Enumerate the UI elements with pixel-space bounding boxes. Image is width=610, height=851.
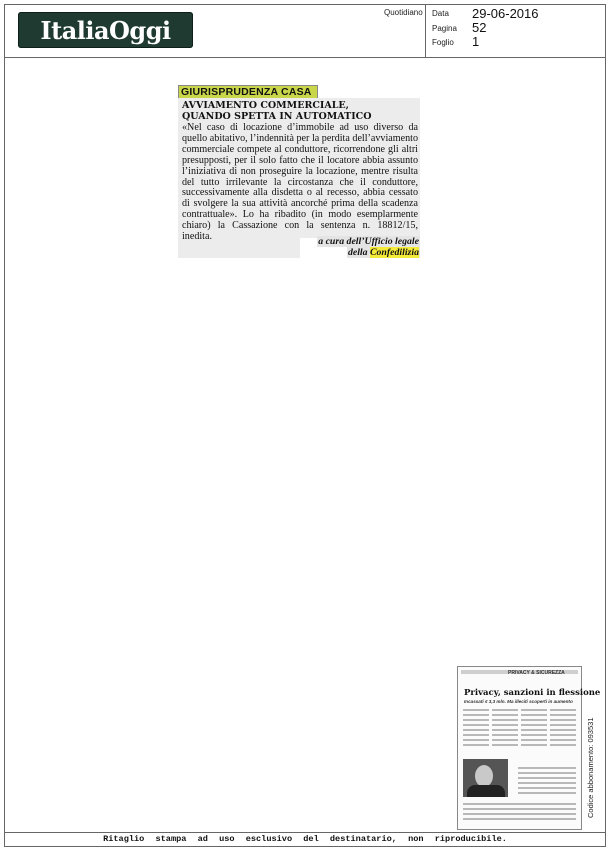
article-title [182, 101, 418, 122]
thumbnail-photo-body [467, 785, 505, 797]
thumbnail-text-line [492, 734, 518, 736]
thumbnail-text-line [463, 818, 576, 820]
thumbnail-photo [463, 759, 508, 797]
thumbnail-text-line [550, 734, 576, 736]
thumbnail-text-line [463, 719, 489, 721]
thumbnail-text-line [518, 777, 576, 779]
meta-divider [425, 4, 426, 57]
thumbnail-text-line [550, 739, 576, 741]
thumbnail-text-line [492, 724, 518, 726]
thumbnail-text-line [550, 724, 576, 726]
thumbnail-text-line [492, 709, 518, 711]
thumbnail-text-line [518, 782, 576, 784]
thumbnail-text-line [463, 808, 576, 810]
article-kicker-text: GIURISPRUDENZA CASA [181, 86, 312, 98]
thumbnail-kicker: PRIVACY & SICUREZZA [508, 670, 565, 676]
article-body: «Nel caso di locazione d’immobile ad uso diverso da quello abitativo, l’indennità per la perdita dell’avviamento commerciale compete al conduttore, ricorrendone gli altri presupposti, per il solo fatto che il locatore abbia assunto l’iniziativa di non proseguire la locazione, mentre risulta del tutto irrilevante la circostanza che il conduttore, successivamente alla disdetta o al recesso, abbia cessato di svolgere la sua attività ancorché prima della scadenza contrattuale». Lo ha ribadito (in modo esemplarmente chiaro) la Cassazione con la sentenza n. 18812/15, inedita. [182, 122, 418, 243]
thumbnail-text-line [463, 739, 489, 741]
thumbnail-headline: Privacy, sanzioni in flessione [464, 688, 601, 698]
thumbnail-text-line [463, 813, 576, 815]
foglio-value: 1 [472, 34, 480, 49]
thumbnail-text-line [463, 729, 489, 731]
thumbnail-text-line [550, 729, 576, 731]
data-value: 29-06-2016 [472, 6, 539, 21]
thumbnail-text-line [550, 709, 576, 711]
pagina-value: 52 [472, 20, 487, 35]
thumbnail-subhead: Incassati € 3,3 mln. Ma illeciti scoperti in aumento [464, 699, 573, 704]
thumbnail-text-line [550, 719, 576, 721]
thumbnail-text-line [521, 744, 547, 746]
article-signature [288, 236, 420, 258]
footer-divider [4, 832, 606, 833]
article-title-line2: QUANDO SPETTA IN AUTOMATICO [182, 110, 372, 122]
header-divider [4, 57, 606, 58]
signature-line1: a cura dell’Ufficio legale [318, 236, 419, 247]
thumbnail-text-line [521, 719, 547, 721]
pagina-label: Pagina [432, 24, 457, 33]
thumbnail-text-line [463, 734, 489, 736]
thumbnail-text-line [463, 724, 489, 726]
footer-notice: Ritaglio stampa ad uso esclusivo del destinatario, non riproducibile. [103, 834, 507, 844]
thumbnail-text-line [521, 734, 547, 736]
article-title-line1: AVVIAMENTO COMMERCIALE, [182, 100, 349, 111]
thumbnail-text-line [463, 709, 489, 711]
foglio-label: Foglio [432, 38, 454, 47]
thumbnail-text-line [463, 744, 489, 746]
publication-type: Quotidiano [384, 8, 423, 17]
thumbnail-text-line [518, 787, 576, 789]
thumbnail-text-line [463, 714, 489, 716]
masthead-logo-text: ItaliaOggi [40, 15, 171, 45]
thumbnail-text-line [521, 729, 547, 731]
thumbnail-text-line [521, 714, 547, 716]
thumbnail-text-line [550, 714, 576, 716]
thumbnail-text-line [518, 792, 576, 794]
thumbnail-text-line [463, 803, 576, 805]
thumbnail-photo-face [475, 765, 493, 787]
signature-line2-prefix: della [347, 247, 368, 258]
thumbnail-text-line [492, 744, 518, 746]
thumbnail-text-line [518, 772, 576, 774]
thumbnail-text-line [521, 739, 547, 741]
thumbnail-text-line [521, 724, 547, 726]
thumbnail-text-line [521, 709, 547, 711]
data-label: Data [432, 9, 449, 18]
masthead-logo [18, 12, 193, 48]
thumbnail-text-line [492, 729, 518, 731]
subscription-code: Codice abbonamento: 093531 [586, 717, 595, 818]
thumbnail-text-line [550, 744, 576, 746]
thumbnail-text-line [518, 767, 576, 769]
thumbnail-text-line [492, 739, 518, 741]
thumbnail-text-line [492, 719, 518, 721]
signature-highlight: Confedilizia [370, 247, 419, 258]
article-kicker [178, 85, 318, 99]
thumbnail-text-line [492, 714, 518, 716]
